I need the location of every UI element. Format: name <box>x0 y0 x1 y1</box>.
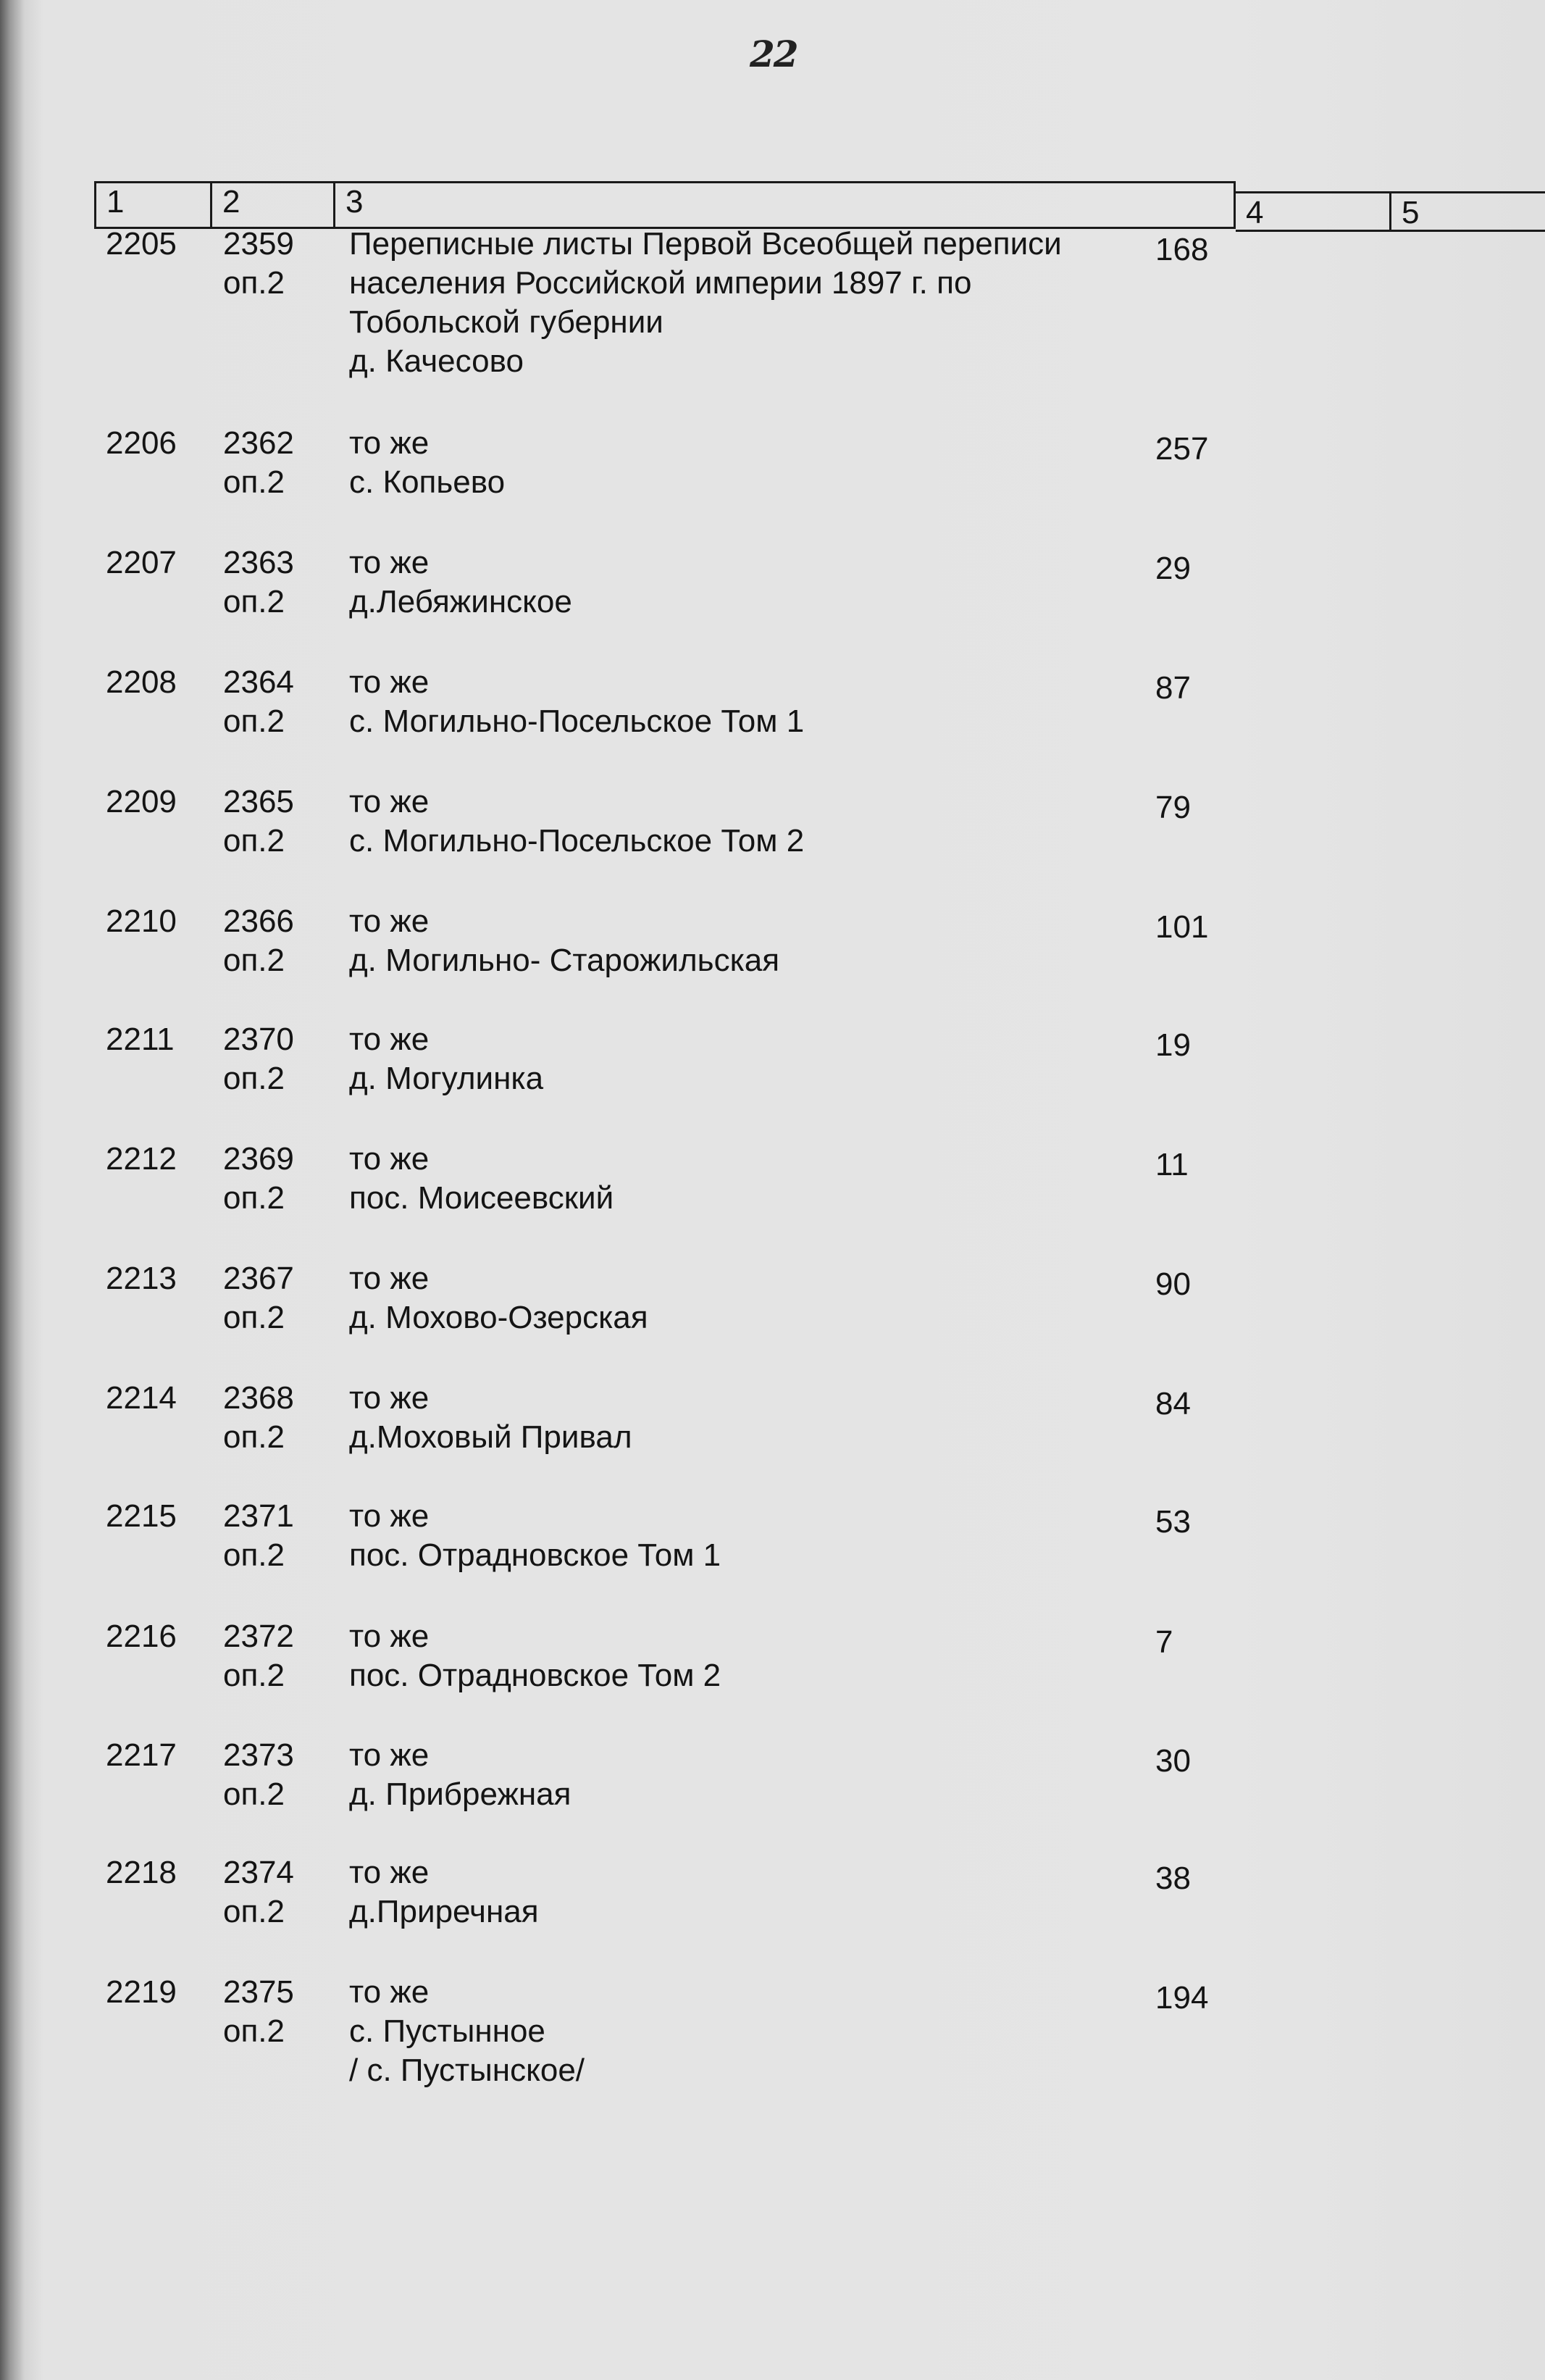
file-reference <box>223 1140 294 1218</box>
inventory-number: оп.2 <box>223 265 285 301</box>
record-number: 2212 <box>106 1141 177 1177</box>
record-title <box>349 1973 1146 2090</box>
file-reference <box>223 1259 294 1337</box>
record-number: 2208 <box>106 664 177 700</box>
record-title <box>349 424 1146 502</box>
sheet-count: 7 <box>1155 1624 1173 1660</box>
sheet-count: 257 <box>1155 431 1209 467</box>
inventory-number: оп.2 <box>223 1180 285 1216</box>
record-number: 2214 <box>106 1380 177 1416</box>
file-reference <box>223 543 294 622</box>
sheet-count: 194 <box>1155 1980 1209 2016</box>
record-title <box>349 1020 1146 1098</box>
record-title <box>349 543 1146 622</box>
record-title <box>349 1736 1146 1814</box>
header-col-5: 5 <box>1391 191 1545 232</box>
title-line: то же <box>349 1619 430 1654</box>
title-line: д.Лебяжинское <box>349 584 572 619</box>
title-line: д.Моховый Привал <box>349 1419 632 1455</box>
title-line: то же <box>349 425 430 461</box>
record-number: 2219 <box>106 1974 177 2010</box>
title-line: пос. Отрадновское Том 1 <box>349 1537 721 1573</box>
file-number: 2368 <box>223 1380 294 1416</box>
sheet-count: 19 <box>1155 1027 1191 1063</box>
record-title <box>349 1140 1146 1218</box>
title-line: / с. Пустынское/ <box>349 2053 585 2088</box>
title-line: д. Прибрежная <box>349 1776 571 1812</box>
title-line: то же <box>349 1380 430 1416</box>
record-title <box>349 1379 1146 1457</box>
sheet-count: 38 <box>1155 1861 1191 1896</box>
file-number: 2369 <box>223 1141 294 1177</box>
title-line: то же <box>349 784 430 819</box>
inventory-number: оп.2 <box>223 1776 285 1812</box>
title-line: то же <box>349 1022 430 1057</box>
sheet-count: 87 <box>1155 670 1191 706</box>
file-number: 2375 <box>223 1974 294 2010</box>
sheet-count: 84 <box>1155 1386 1191 1421</box>
sheet-count: 79 <box>1155 790 1191 825</box>
file-reference <box>223 1853 294 1932</box>
file-reference <box>223 663 294 741</box>
title-line: Тобольской губернии <box>349 304 663 340</box>
title-line: с. Пустынное <box>349 2013 545 2049</box>
title-line: то же <box>349 1498 430 1534</box>
inventory-number: оп.2 <box>223 703 285 739</box>
file-number: 2374 <box>223 1855 294 1890</box>
inventory-number: оп.2 <box>223 1894 285 1929</box>
header-col-2: 2 <box>212 181 335 229</box>
file-number: 2365 <box>223 784 294 819</box>
inventory-number: оп.2 <box>223 2013 285 2049</box>
record-title <box>349 1497 1146 1575</box>
title-line: то же <box>349 903 430 939</box>
sheet-count: 53 <box>1155 1504 1191 1540</box>
header-col-1: 1 <box>94 181 212 229</box>
record-title <box>349 902 1146 980</box>
record-title <box>349 1259 1146 1337</box>
file-reference <box>223 1973 294 2051</box>
record-number: 2210 <box>106 903 177 939</box>
handwritten-page-number: 22 <box>750 33 797 75</box>
file-reference <box>223 1736 294 1814</box>
inventory-number: оп.2 <box>223 1300 285 1335</box>
title-line: д. Качесово <box>349 343 524 379</box>
sheet-count: 90 <box>1155 1266 1191 1302</box>
title-line: то же <box>349 1261 430 1296</box>
record-number: 2213 <box>106 1261 177 1296</box>
file-number: 2373 <box>223 1737 294 1773</box>
title-line: с. Копьево <box>349 464 506 500</box>
title-line: Переписные листы Первой Всеобщей переписи <box>349 226 1062 262</box>
header-col-4: 4 <box>1236 191 1391 232</box>
title-line: то же <box>349 1855 430 1890</box>
record-title <box>349 1617 1146 1695</box>
inventory-number: оп.2 <box>223 943 285 978</box>
record-title <box>349 225 1146 381</box>
title-line: с. Могильно-Посельское Том 2 <box>349 823 805 859</box>
record-number: 2207 <box>106 545 177 580</box>
file-number: 2372 <box>223 1619 294 1654</box>
file-reference <box>223 902 294 980</box>
sheet-count: 29 <box>1155 551 1191 586</box>
sheet-count: 168 <box>1155 232 1209 267</box>
inventory-number: оп.2 <box>223 823 285 859</box>
file-reference <box>223 782 294 861</box>
title-line: с. Могильно-Посельское Том 1 <box>349 703 805 739</box>
file-number: 2359 <box>223 226 294 262</box>
title-line: то же <box>349 664 430 700</box>
inventory-number: оп.2 <box>223 1658 285 1693</box>
title-line: то же <box>349 1737 430 1773</box>
file-reference <box>223 1617 294 1695</box>
file-number: 2370 <box>223 1022 294 1057</box>
title-line: д. Могулинка <box>349 1061 544 1096</box>
title-line: пос. Моисеевский <box>349 1180 614 1216</box>
record-title <box>349 782 1146 861</box>
file-reference <box>223 1020 294 1098</box>
inventory-number: оп.2 <box>223 1061 285 1096</box>
inventory-number: оп.2 <box>223 1419 285 1455</box>
title-line: то же <box>349 545 430 580</box>
record-number: 2206 <box>106 425 177 461</box>
file-reference <box>223 225 294 303</box>
record-number: 2218 <box>106 1855 177 1890</box>
inventory-number: оп.2 <box>223 464 285 500</box>
file-number: 2367 <box>223 1261 294 1296</box>
file-reference <box>223 1379 294 1457</box>
sheet-count: 30 <box>1155 1743 1191 1779</box>
title-line: д. Мохово-Озерская <box>349 1300 648 1335</box>
title-line: д.Приречная <box>349 1894 539 1929</box>
sheet-count: 11 <box>1155 1147 1189 1182</box>
record-number: 2217 <box>106 1737 177 1773</box>
file-reference <box>223 424 294 502</box>
file-number: 2362 <box>223 425 294 461</box>
inventory-number: оп.2 <box>223 1537 285 1573</box>
file-number: 2363 <box>223 545 294 580</box>
record-title <box>349 1853 1146 1932</box>
record-number: 2215 <box>106 1498 177 1534</box>
title-line: то же <box>349 1974 430 2010</box>
file-reference <box>223 1497 294 1575</box>
file-number: 2366 <box>223 903 294 939</box>
title-line: населения Российской империи 1897 г. по <box>349 265 972 301</box>
record-number: 2216 <box>106 1619 177 1654</box>
header-col-3: 3 <box>335 181 1236 229</box>
record-number: 2211 <box>106 1022 175 1057</box>
record-title <box>349 663 1146 741</box>
file-number: 2371 <box>223 1498 294 1534</box>
inventory-number: оп.2 <box>223 584 285 619</box>
record-number: 2209 <box>106 784 177 819</box>
title-line: то же <box>349 1141 430 1177</box>
record-number: 2205 <box>106 226 177 262</box>
title-line: пос. Отрадновское Том 2 <box>349 1658 721 1693</box>
title-line: д. Могильно- Старожильская <box>349 943 780 978</box>
sheet-count: 101 <box>1155 909 1209 945</box>
file-number: 2364 <box>223 664 294 700</box>
